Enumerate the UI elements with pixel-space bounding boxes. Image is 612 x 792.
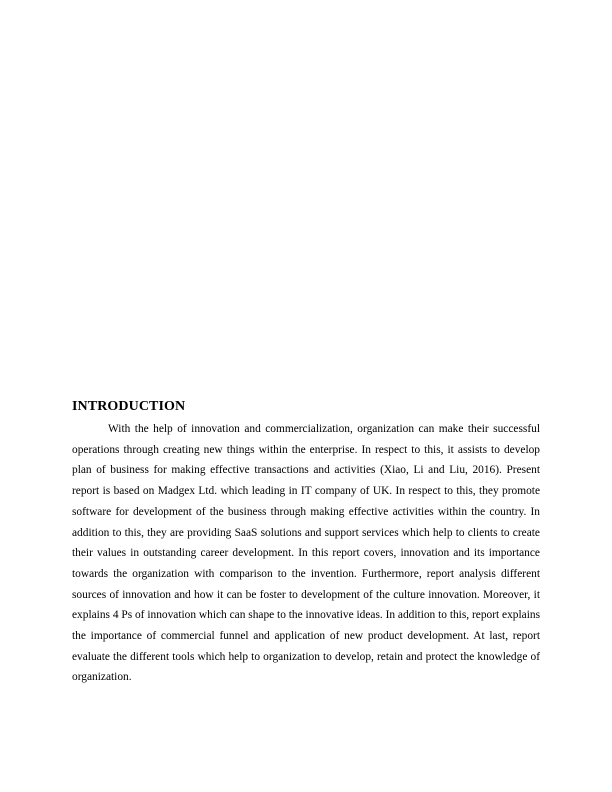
introduction-paragraph: With the help of innovation and commercialization, organization can make their successful operations through creating new things within the enterprise. In respect to this, it assists to develop plan of business for making effective transactions and activities (Xiao, Li and Liu, 2016). Present report is based on Madgex Ltd. which leading in IT company of UK. In respect to this, they promote software for development of the business through making effective activities within the country. In addition to this, they are providing SaaS solutions and support services which help to clients to create their values in outstanding career development. In this report covers, innovation and its importance towards the organization with comparison to the invention. Furthermore, report analysis different sources of innovation and how it can be foster to development of the culture innovation. Moreover, it explains 4 Ps of innovation which can shape to the innovative ideas. In addition to this, report explains the importance of commercial funnel and application of new product development. At last, report evaluate the different tools which help to organization to develop, retain and protect the knowledge of organization. <box>72 423 540 684</box>
introduction-section <box>72 397 540 688</box>
section-heading: INTRODUCTION <box>72 399 186 414</box>
